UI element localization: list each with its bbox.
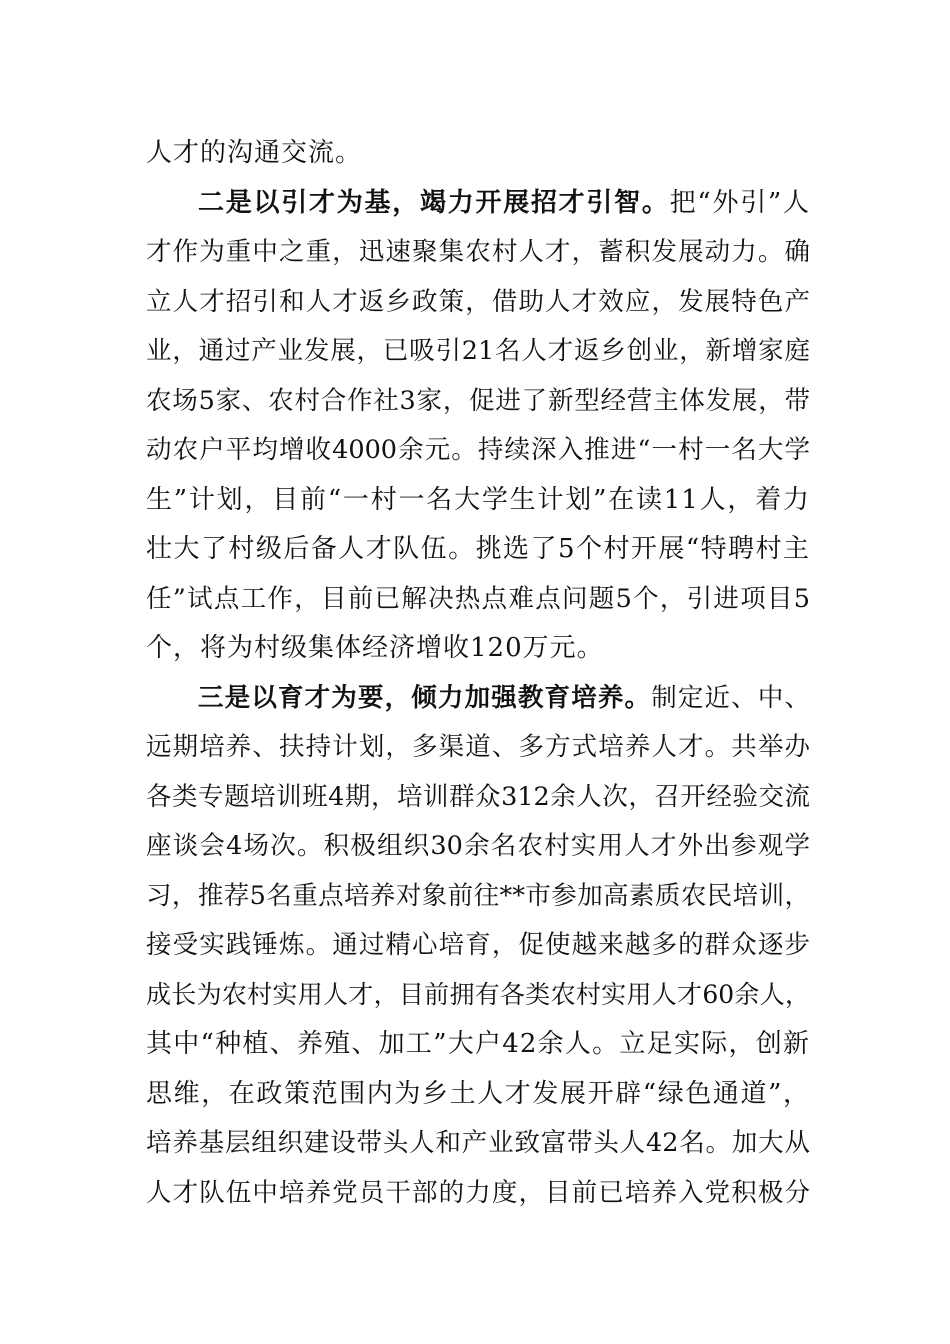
line-text: 思维，在政策范围内为乡土人才发展开辟“绿色通道”，	[146, 1079, 810, 1109]
paragraph-line	[146, 282, 810, 322]
line-text: 培养基层组织建设带头人和产业致富带头人42名。加大从	[146, 1128, 810, 1158]
line-text: 制定近、中、	[651, 683, 810, 713]
line-text: 成长为农村实用人才，目前拥有各类农村实用人才60余人，	[146, 980, 810, 1009]
paragraph-line	[146, 232, 810, 272]
paragraph-line	[146, 1024, 810, 1064]
paragraph-line	[146, 579, 810, 619]
line-text: 接受实践锤炼。通过精心培育，促使越来越多的群众逐步	[146, 930, 810, 960]
line-text: 各类专题培训班4期，培训群众312余人次，召开经验交流	[146, 782, 810, 812]
line-text: 人才队伍中培养党员干部的力度，目前已培养入党积极分	[146, 1178, 810, 1208]
line-text: 才作为重中之重，迅速聚集农村人才，蓄积发展动力。确	[146, 237, 810, 267]
paragraph-line	[146, 876, 810, 916]
paragraph-line	[146, 628, 810, 668]
line-text: 生”计划，目前“一村一名大学生计划”在读11人，着力	[146, 485, 810, 515]
line-text: 动农户平均增收4000余元。持续深入推进“一村一名大学	[146, 435, 810, 465]
paragraph-line	[146, 1123, 810, 1163]
line-text: 人才的沟通交流。	[146, 138, 363, 168]
line-text: 习，推荐5名重点培养对象前往**市参加高素质农民培训，	[146, 881, 810, 911]
paragraph-line	[146, 826, 810, 866]
paragraph-line	[146, 727, 810, 767]
line-text: 把“外引”人	[669, 188, 810, 218]
line-text: 壮大了村级后备人才队伍。挑选了5个村开展“特聘村主	[146, 534, 810, 564]
line-text: 个，将为村级集体经济增收120万元。	[146, 633, 604, 663]
section-heading: 三是以育才为要，倾力加强教育培养。	[198, 683, 652, 713]
line-text: 远期培养、扶持计划，多渠道、多方式培养人才。共举办	[146, 732, 810, 762]
line-text: 任”试点工作，目前已解决热点难点问题5个，引进项目5	[146, 584, 810, 614]
section-heading-line	[198, 678, 810, 718]
line-text: 座谈会4场次。积极组织30余名农村实用人才外出参观学	[146, 831, 810, 861]
line-text: 业，通过产业发展，已吸引21名人才返乡创业，新增家庭	[146, 336, 810, 366]
paragraph-line	[146, 1074, 810, 1114]
paragraph-line	[146, 925, 810, 965]
paragraph-line	[146, 1173, 810, 1213]
line-text: 其中“种植、养殖、加工”大户42余人。立足实际，创新	[146, 1029, 810, 1059]
section-heading: 二是以引才为基，竭力开展招才引智。	[198, 188, 670, 218]
paragraph-line	[146, 133, 810, 173]
line-text: 立人才招引和人才返乡政策，借助人才效应，发展特色产	[146, 287, 810, 317]
paragraph-line	[146, 480, 810, 520]
section-heading-line	[198, 183, 810, 223]
line-text: 农场5家、农村合作社3家，促进了新型经营主体发展，带	[146, 386, 810, 416]
paragraph-line	[146, 529, 810, 569]
paragraph-line	[146, 331, 810, 371]
paragraph-line	[146, 430, 810, 470]
paragraph-line	[146, 777, 810, 817]
paragraph-line	[146, 975, 810, 1015]
paragraph-line	[146, 381, 810, 421]
